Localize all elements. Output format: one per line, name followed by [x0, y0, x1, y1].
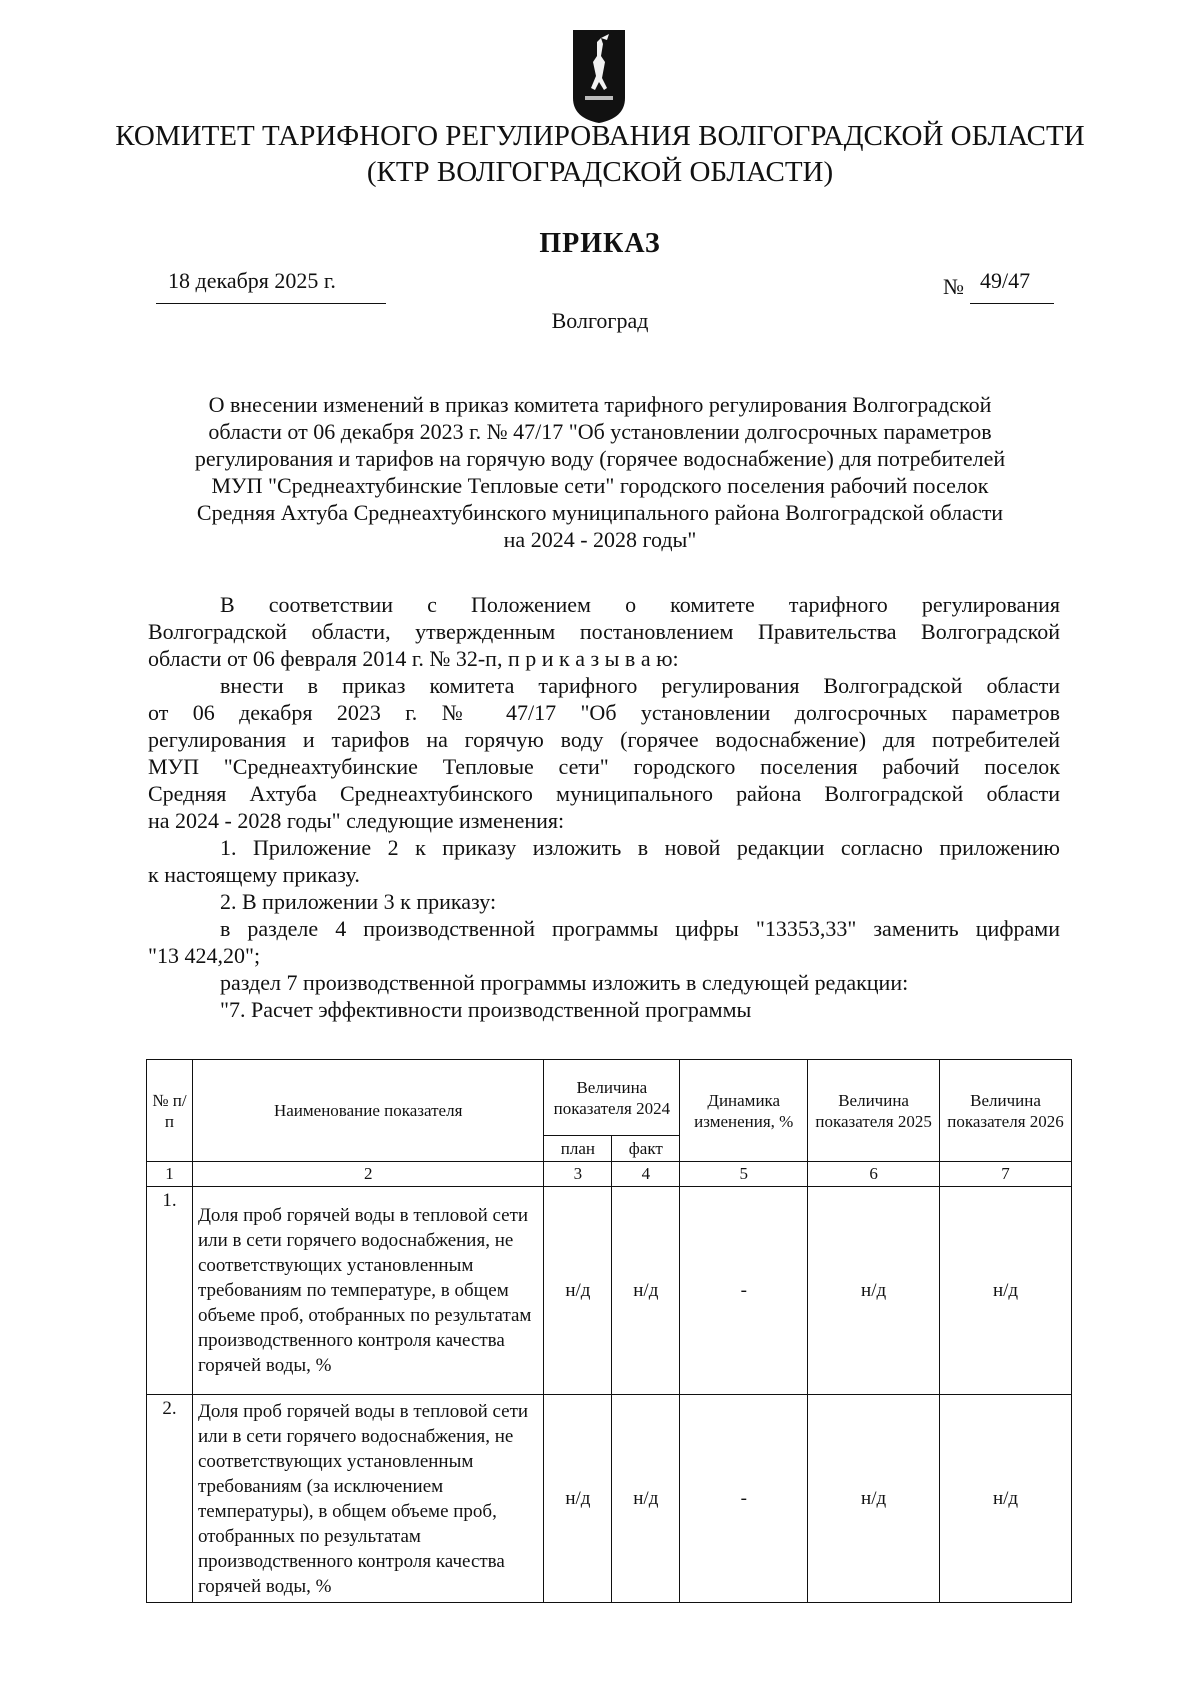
table-row: [147, 1395, 1072, 1603]
body-line: внести в приказ комитета тарифного регулирования Волгоградской области: [220, 673, 1060, 698]
value-2025: н/д: [808, 1395, 940, 1603]
document-type-title: ПРИКАЗ: [539, 228, 661, 259]
order-number: 49/47: [980, 268, 1031, 293]
subject-line: на 2024 - 2028 годы": [503, 527, 697, 552]
date-underline: [156, 303, 386, 304]
value-dynamics: -: [680, 1395, 808, 1603]
subject-line: области от 06 декабря 2023 г. № 47/17 "Об установлении долгосрочных параметров: [208, 419, 992, 444]
body-line: в разделе 4 производственной программы цифры "13353,33" заменить цифрами: [220, 916, 1060, 941]
value-dynamics: -: [680, 1187, 808, 1395]
org-name-line-1: КОМИТЕТ ТАРИФНОГО РЕГУЛИРОВАНИЯ ВОЛГОГРАДСКОЙ ОБЛАСТИ: [115, 120, 1085, 152]
body-line: регулирования и тарифов на горячую воду (горячее водоснабжение) для потребителей: [148, 727, 1060, 752]
column-number: 4: [612, 1162, 680, 1187]
subject-line: регулирования и тарифов на горячую воду (горячее водоснабжение) для потребителей: [194, 446, 1006, 471]
body-line: раздел 7 производственной программы изложить в следующей редакции:: [220, 970, 909, 995]
body-line: 1. Приложение 2 к приказу изложить в новой редакции согласно приложению: [220, 835, 1060, 860]
coat-of-arms-emblem: [571, 28, 627, 124]
body-line: МУП "Среднеахтубинские Тепловые сети" городского поселения рабочий поселок: [148, 754, 1060, 779]
value-plan: н/д: [544, 1187, 612, 1395]
subject-line: О внесении изменений в приказ комитета тарифного регулирования Волгоградской: [208, 392, 992, 417]
header-plan: план: [544, 1136, 612, 1162]
body-line: Волгоградской области, утвержденным постановлением Правительства Волгоградской: [148, 619, 1060, 644]
order-subject: [140, 391, 1060, 553]
row-number: 1.: [147, 1187, 193, 1395]
table-row: [147, 1187, 1072, 1395]
order-date: 18 декабря 2025 г.: [168, 268, 336, 293]
value-2026: н/д: [940, 1395, 1072, 1603]
body-line: Средняя Ахтуба Среднеахтубинского муниципального района Волгоградской области: [148, 781, 1060, 806]
indicator-name: Доля проб горячей воды в тепловой сети или в сети горячего водоснабжения, не соответствующих установленным требованиям по температуре, в общем объеме проб, отобранных по результатам производственного контроля качества горячей воды, %: [192, 1187, 544, 1395]
body-line: 2. В приложении 3 к приказу:: [220, 889, 497, 914]
body-line: "7. Расчет эффективности производственной программы: [220, 997, 752, 1022]
column-number: 5: [680, 1162, 808, 1187]
header-value-2025: Величина показателя 2025: [808, 1060, 940, 1162]
indicator-name: Доля проб горячей воды в тепловой сети или в сети горячего водоснабжения, не соответствующих установленным требованиям (за исключением температуры), в общем объеме проб, отобранных по результатам производственного контроля качества горячей воды, %: [192, 1395, 544, 1603]
header-name: Наименование показателя: [192, 1060, 544, 1162]
issue-city: Волгоград: [551, 308, 649, 333]
value-2025: н/д: [808, 1187, 940, 1395]
column-number: 2: [192, 1162, 544, 1187]
body-line: на 2024 - 2028 годы" следующие изменения:: [148, 808, 565, 833]
row-number: 2.: [147, 1395, 193, 1603]
body-line: "13 424,20";: [148, 943, 261, 968]
header-value-2024: Величина показателя 2024: [544, 1060, 680, 1136]
order-body: [148, 591, 1060, 1023]
column-number: 1: [147, 1162, 193, 1187]
number-underline: [970, 303, 1054, 304]
header-num: № п/п: [147, 1060, 193, 1162]
value-2026: н/д: [940, 1187, 1072, 1395]
number-sign: №: [943, 274, 964, 299]
subject-line: Средняя Ахтуба Среднеахтубинского муниципального района Волгоградской области: [196, 500, 1004, 525]
body-line: В соответствии с Положением о комитете тарифного регулирования: [220, 592, 1060, 617]
column-number: 6: [808, 1162, 940, 1187]
header-value-2026: Величина показателя 2026: [940, 1060, 1072, 1162]
body-line: от 06 декабря 2023 г. № 47/17 "Об установлении долгосрочных параметров: [148, 700, 1060, 725]
org-name-line-2: (КТР ВОЛГОГРАДСКОЙ ОБЛАСТИ): [366, 156, 834, 188]
efficiency-table: [146, 1059, 1072, 1603]
value-fact: н/д: [612, 1395, 680, 1603]
header-dynamics: Динамика изменения, %: [680, 1060, 808, 1162]
body-line: области от 06 февраля 2014 г. № 32-п, п р и к а з ы в а ю:: [148, 646, 679, 671]
column-number: 3: [544, 1162, 612, 1187]
body-line: к настоящему приказу.: [148, 862, 360, 887]
value-fact: н/д: [612, 1187, 680, 1395]
value-plan: н/д: [544, 1395, 612, 1603]
subject-line: МУП "Среднеахтубинские Тепловые сети" городского поселения рабочий поселок: [211, 473, 989, 498]
column-number: 7: [940, 1162, 1072, 1187]
header-fact: факт: [612, 1136, 680, 1162]
